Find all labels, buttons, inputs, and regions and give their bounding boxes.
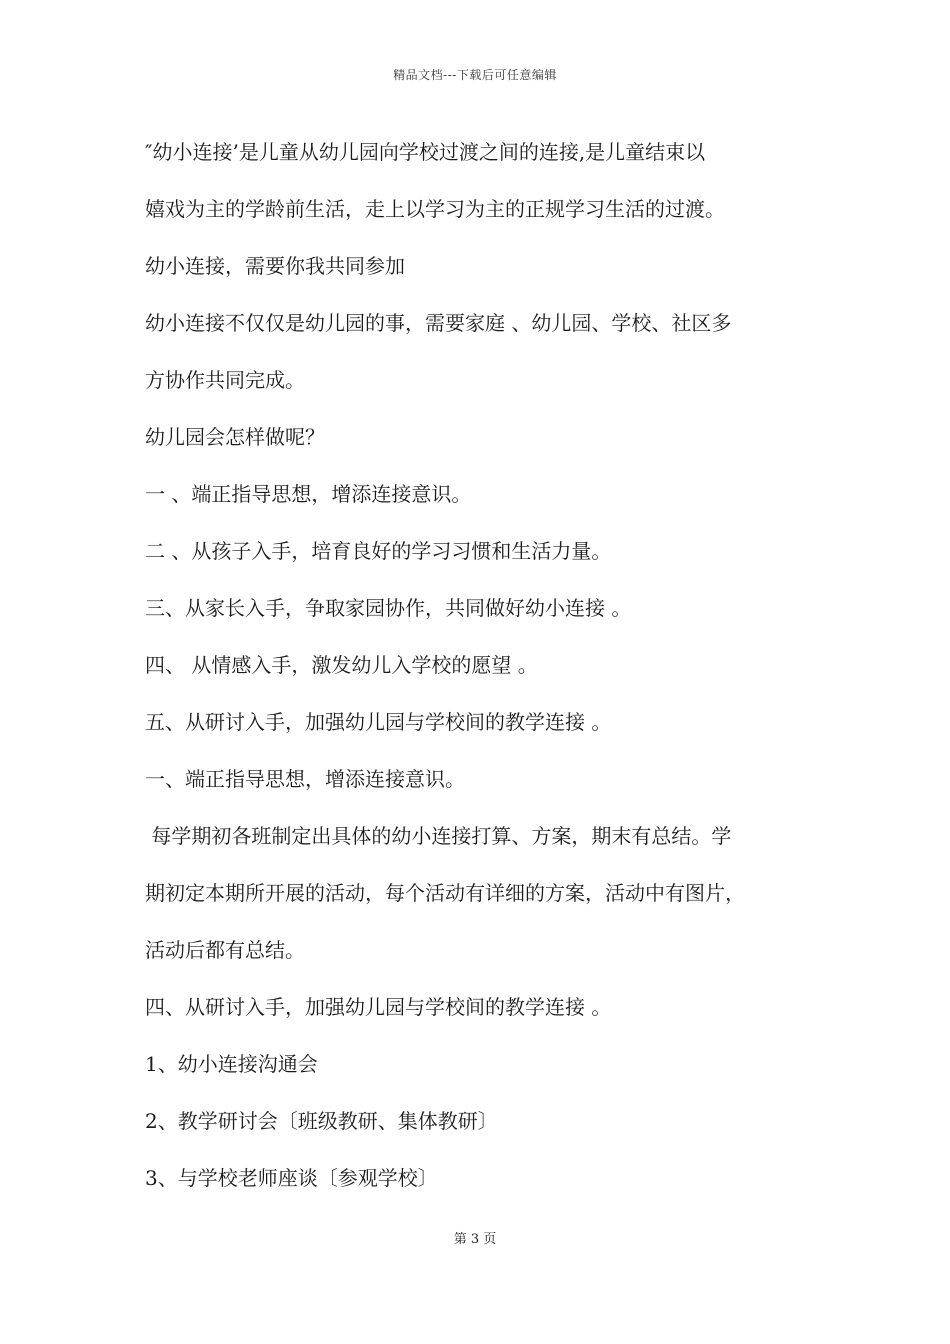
paragraph-line: 二 、从孩子入手，培育良好的学习习惯和生活力量。: [145, 539, 612, 563]
paragraph-line: 幼小连接不仅仅是幼儿园的事，需要家庭 、幼儿园、学校、社区多: [145, 311, 732, 335]
paragraph-line: 一 、端正指导思想，增添连接意识。: [145, 482, 472, 506]
paragraph-line: 一、端正指导思想，增添连接意识。: [145, 767, 465, 791]
paragraph-line: 幼儿园会怎样做呢？: [145, 425, 325, 449]
paragraph-line: 每学期初各班制定出具体的幼小连接打算、方案，期末有总结。学: [145, 824, 732, 848]
paragraph-line: ″幼小连接’是儿童从幼儿园向学校过渡之间的连接,是儿童结束以: [145, 140, 706, 164]
paragraph-line: 2、教学研讨会〔班级教研、集体教研〕: [145, 1109, 498, 1133]
paragraph-line: 方协作共同完成。: [145, 368, 305, 392]
paragraph-line: 五、从研讨入手，加强幼儿园与学校间的教学连接 。: [145, 710, 612, 734]
paragraph-line: 3、与学校老师座谈〔参观学校〕: [145, 1166, 438, 1190]
paragraph-line: 四、从研讨入手，加强幼儿园与学校间的教学连接 。: [145, 995, 612, 1019]
page-header: 精品文档---下载后可任意编辑: [393, 68, 557, 82]
paragraph-line: 活动后都有总结。: [145, 938, 305, 962]
paragraph-line: 期初定本期所开展的活动，每个活动有详细的方案，活动中有图片，: [145, 881, 745, 905]
paragraph-line: 三、从家长入手，争取家园协作，共同做好幼小连接 。: [145, 596, 632, 620]
paragraph-line: 四、 从情感入手，激发幼儿入学校的愿望 。: [145, 653, 538, 677]
paragraph-line: 1、幼小连接沟通会: [145, 1052, 318, 1076]
paragraph-line: 幼小连接，需要你我共同参加: [145, 254, 405, 278]
paragraph-line: 嬉戏为主的学龄前生活，走上以学习为主的正规学习生活的过渡。: [145, 197, 725, 221]
page-number: 第 3 页: [453, 1232, 497, 1247]
